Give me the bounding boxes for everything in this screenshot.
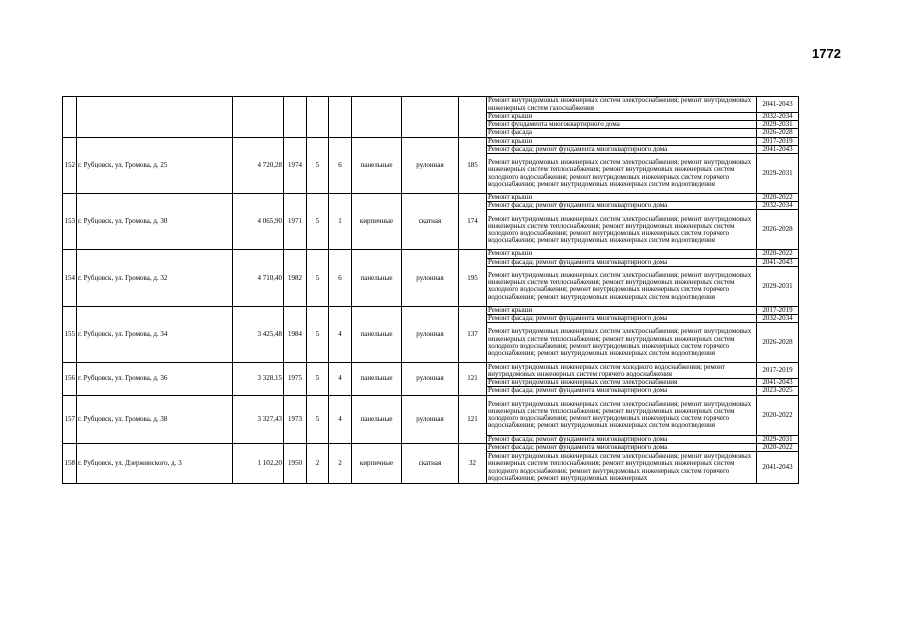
empty-cell [352,97,402,138]
number-cell: 157 [63,395,77,443]
area-cell: 3 425,48 [233,306,284,362]
work-type-cell: Ремонт фасада; ремонт фундамента многоквартирного дома [487,443,757,451]
work-type-cell: Ремонт крыши [487,113,757,121]
area-cell: 3 328,15 [233,363,284,395]
period-cell: 2020-2022 [757,250,799,258]
apartments-cell: 195 [459,250,487,306]
table-body [63,97,799,484]
work-type-cell: Ремонт крыши [487,250,757,258]
number-cell: 155 [63,306,77,362]
period-cell: 2017-2019 [757,137,799,145]
apartments-cell: 121 [459,363,487,395]
roof-cell: рулонная [402,250,459,306]
walls-cell: панельные [352,306,402,362]
walls-cell: панельные [352,363,402,395]
year-cell: 1984 [284,306,307,362]
period-cell: 2041-2043 [757,97,799,113]
work-type-cell: Ремонт крыши [487,306,757,314]
year-cell: 1982 [284,250,307,306]
work-type-cell: Ремонт внутридомовых инженерных систем электроснабжения; ремонт внутридомовых инженерных систем теплоснабжения; ремонт внутридомовых инженерных систем холодного водоснабжения; ремонт внутридомовых инженерных систем горячего водоснабжения; ремонт внутридомовых инженерных [487,452,757,484]
area-cell: 4 710,40 [233,250,284,306]
walls-cell: кирпичные [352,443,402,483]
work-type-cell: Ремонт фасада; ремонт фундамента многоквартирного дома [487,202,757,210]
roof-cell: рулонная [402,395,459,443]
work-type-cell: Ремонт внутридомовых инженерных систем электроснабжения; ремонт внутридомовых инженерных систем теплоснабжения; ремонт внутридомовых инженерных систем холодного водоснабжения; ремонт внутридомовых инженерных систем горячего водоснабжения; ремонт внутридомовых инженерных систем водоотведения [487,266,757,306]
apartments-cell: 32 [459,443,487,483]
period-cell: 2017-2019 [757,306,799,314]
roof-cell: скатная [402,443,459,483]
floors-cell: 5 [307,194,329,250]
floors-cell: 5 [307,137,329,193]
roof-cell: рулонная [402,137,459,193]
period-cell: 2029-2031 [757,154,799,194]
period-cell: 2017-2019 [757,363,799,379]
apartments-cell: 121 [459,395,487,443]
period-cell: 2020-2022 [757,194,799,202]
table-row [63,97,799,113]
table-row [63,395,799,435]
entrances-cell: 4 [329,395,352,443]
work-type-cell: Ремонт фундамента многоквартирного дома [487,121,757,129]
entrances-cell: 4 [329,306,352,362]
entrances-cell: 6 [329,137,352,193]
period-cell: 2026-2028 [757,323,799,363]
period-cell: 2023-2025 [757,387,799,395]
period-cell: 2032-2034 [757,202,799,210]
period-cell: 2026-2028 [757,129,799,137]
empty-cell [233,97,284,138]
year-cell: 1975 [284,363,307,395]
address-cell: г. Рубцовск, ул. Громова, д. 25 [77,137,233,193]
address-cell: г. Рубцовск, ул. Громова, д. 32 [77,250,233,306]
period-cell: 2029-2031 [757,435,799,443]
empty-cell [329,97,352,138]
work-type-cell: Ремонт внутридомовых инженерных систем электроснабжения; ремонт внутридомовых инженерных систем теплоснабжения; ремонт внутридомовых инженерных систем холодного водоснабжения; ремонт внутридомовых инженерных систем горячего водоснабжения; ремонт внутридомовых инженерных систем водоотведения [487,210,757,250]
walls-cell: панельные [352,250,402,306]
table-row [63,137,799,145]
work-type-cell: Ремонт фасада [487,129,757,137]
entrances-cell: 1 [329,194,352,250]
entrances-cell: 4 [329,363,352,395]
walls-cell: панельные [352,395,402,443]
work-type-cell: Ремонт внутридомовых инженерных систем электроснабжения; ремонт внутридомовых инженерных систем теплоснабжения; ремонт внутридомовых инженерных систем холодного водоснабжения; ремонт внутридомовых инженерных систем горячего водоснабжения; ремонт внутридомовых инженерных систем водоотведения [487,323,757,363]
roof-cell: рулонная [402,363,459,395]
period-cell: 2041-2043 [757,452,799,484]
floors-cell: 5 [307,250,329,306]
page-number: 1772 [812,46,841,61]
floors-cell: 5 [307,395,329,443]
table-row [63,306,799,314]
roof-cell: рулонная [402,306,459,362]
entrances-cell: 2 [329,443,352,483]
empty-cell [284,97,307,138]
work-type-cell: Ремонт внутридомовых инженерных систем электроснабжения; ремонт внутридомовых инженерных систем газоснабжения [487,97,757,113]
floors-cell: 5 [307,363,329,395]
work-type-cell: Ремонт фасада; ремонт фундамента многоквартирного дома [487,258,757,266]
number-cell: 154 [63,250,77,306]
year-cell: 1973 [284,395,307,443]
work-type-cell: Ремонт внутридомовых инженерных систем электроснабжения [487,379,757,387]
address-cell: г. Рубцовск, ул. Громова, д. 30 [77,194,233,250]
empty-cell [77,97,233,138]
period-cell: 2026-2028 [757,210,799,250]
floors-cell: 5 [307,306,329,362]
work-type-cell: Ремонт фасада; ремонт фундамента многоквартирного дома [487,387,757,395]
work-type-cell: Ремонт крыши [487,194,757,202]
period-cell: 2032-2034 [757,315,799,323]
work-type-cell: Ремонт фасада; ремонт фундамента многоквартирного дома [487,435,757,443]
period-cell: 2020-2022 [757,395,799,435]
period-cell: 2041-2043 [757,258,799,266]
walls-cell: панельные [352,137,402,193]
address-cell: г. Рубцовск, ул. Громова, д. 36 [77,363,233,395]
table-row [63,250,799,258]
period-cell: 2032-2034 [757,113,799,121]
walls-cell: кирпичные [352,194,402,250]
address-cell: г. Рубцовск, ул. Громова, д. 34 [77,306,233,362]
year-cell: 1971 [284,194,307,250]
period-cell: 2029-2031 [757,266,799,306]
number-cell: 153 [63,194,77,250]
apartments-cell: 137 [459,306,487,362]
area-cell: 1 102,20 [233,443,284,483]
year-cell: 1950 [284,443,307,483]
year-cell: 1974 [284,137,307,193]
capital-repair-table [62,96,799,484]
area-cell: 3 327,43 [233,395,284,443]
area-cell: 4 065,90 [233,194,284,250]
area-cell: 4 720,28 [233,137,284,193]
address-cell: г. Рубцовск, ул. Дзержинского, д. 3 [77,443,233,483]
roof-cell: скатная [402,194,459,250]
number-cell: 158 [63,443,77,483]
period-cell: 2041-2043 [757,379,799,387]
period-cell: 2020-2022 [757,443,799,451]
work-type-cell: Ремонт крыши [487,137,757,145]
work-type-cell: Ремонт фасада; ремонт фундамента многоквартирного дома [487,315,757,323]
work-type-cell: Ремонт внутридомовых инженерных систем электроснабжения; ремонт внутридомовых инженерных систем теплоснабжения; ремонт внутридомовых инженерных систем холодного водоснабжения; ремонт внутридомовых инженерных систем горячего водоснабжения; ремонт внутридомовых инженерных систем водоотведения [487,395,757,435]
empty-cell [402,97,459,138]
work-type-cell: Ремонт внутридомовых инженерных систем холодного водоснабжения; ремонт внутридомовых инженерных систем горячего водоснабжения [487,363,757,379]
number-cell: 152 [63,137,77,193]
number-cell: 156 [63,363,77,395]
apartments-cell: 174 [459,194,487,250]
address-cell: г. Рубцовск, ул. Громова, д. 38 [77,395,233,443]
entrances-cell: 6 [329,250,352,306]
table-row [63,194,799,202]
empty-cell [63,97,77,138]
table-row [63,363,799,379]
table-row [63,443,799,451]
period-cell: 2041-2043 [757,145,799,153]
period-cell: 2029-2031 [757,121,799,129]
work-type-cell: Ремонт фасада; ремонт фундамента многоквартирного дома [487,145,757,153]
work-type-cell: Ремонт внутридомовых инженерных систем электроснабжения; ремонт внутридомовых инженерных систем теплоснабжения; ремонт внутридомовых инженерных систем холодного водоснабжения; ремонт внутридомовых инженерных систем горячего водоснабжения; ремонт внутридомовых инженерных систем водоотведения [487,154,757,194]
floors-cell: 2 [307,443,329,483]
apartments-cell: 185 [459,137,487,193]
empty-cell [459,97,487,138]
empty-cell [307,97,329,138]
